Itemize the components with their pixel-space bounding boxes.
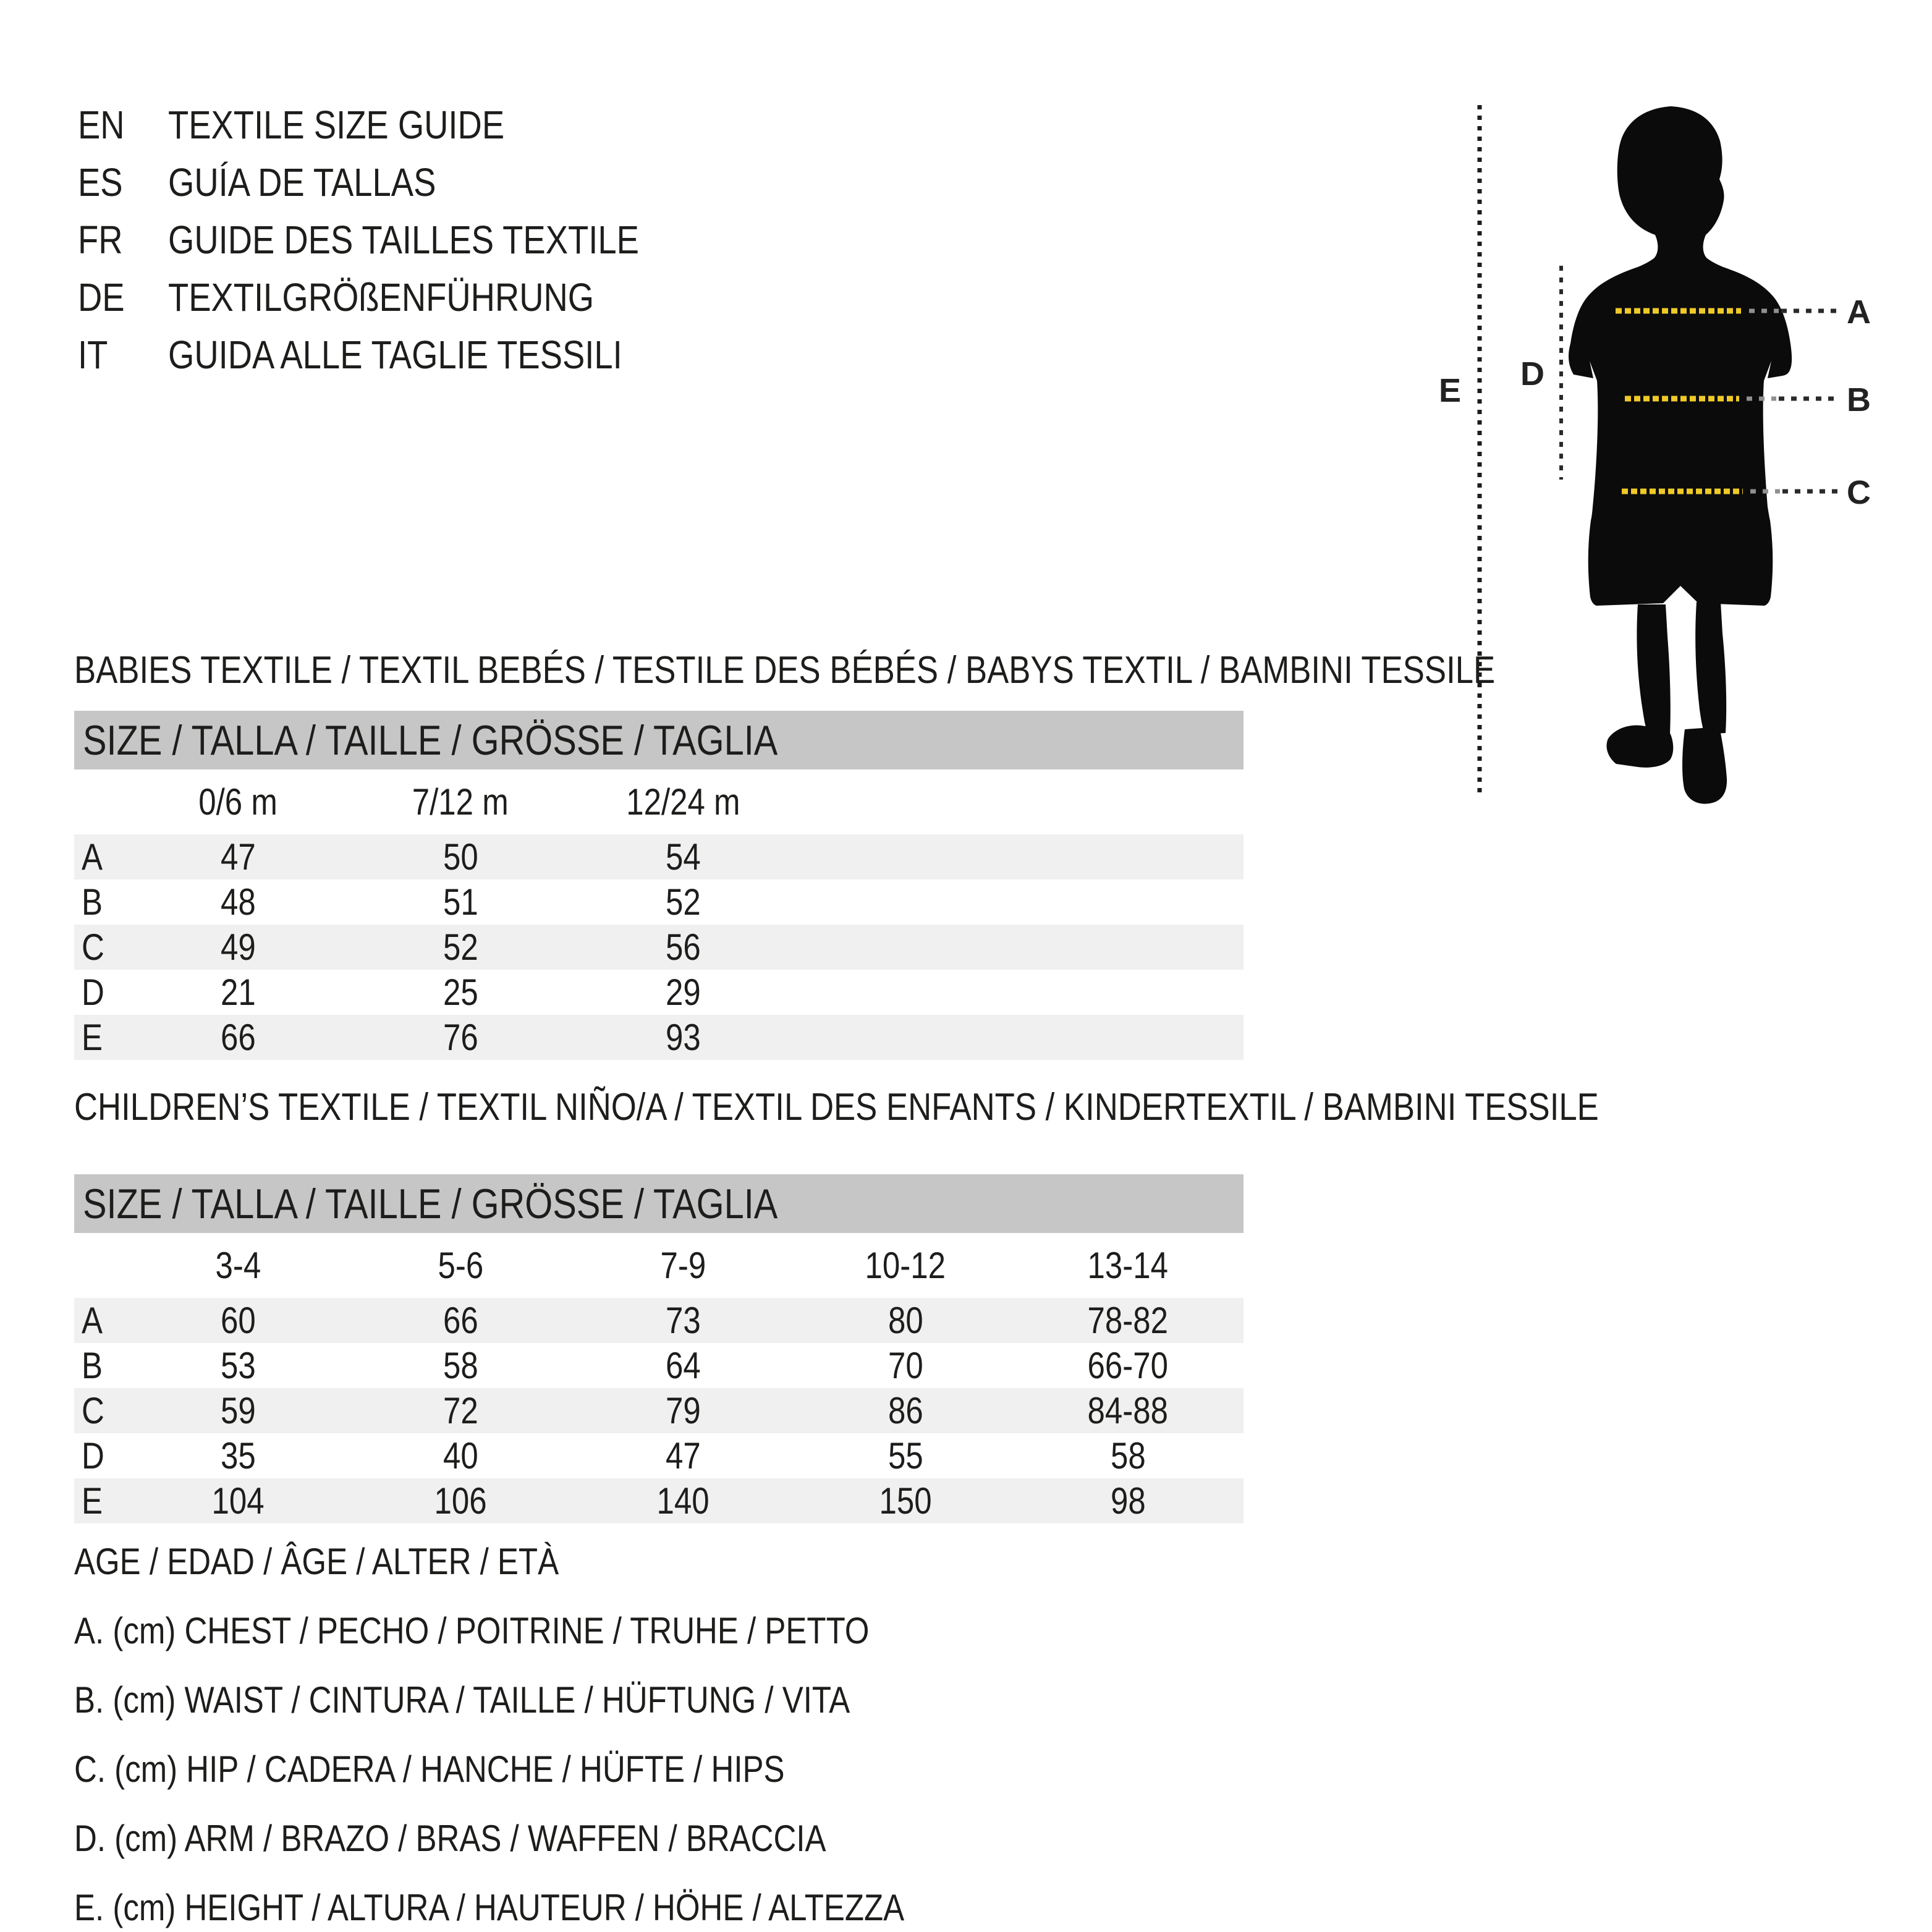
guide-title: GUIDE DES TAILLES TEXTILE — [168, 217, 639, 262]
cell-value: 58 — [1110, 1435, 1146, 1477]
row-label-text: C — [82, 926, 104, 968]
measure-label-b: B — [1847, 381, 1871, 418]
cell-value: 52 — [665, 881, 701, 923]
cell-value: 58 — [443, 1345, 478, 1386]
cell-value: 35 — [220, 1435, 256, 1477]
table-cell — [794, 1299, 1017, 1342]
cell-value: 49 — [220, 926, 256, 968]
row-label — [74, 926, 127, 968]
measure-label-a: A — [1847, 294, 1871, 331]
column-header — [572, 781, 794, 823]
cell-value: 52 — [443, 926, 478, 968]
babies-section-heading — [74, 648, 1746, 692]
column-header — [572, 1244, 794, 1287]
table-cell — [127, 1299, 349, 1342]
cell-value: 53 — [220, 1345, 256, 1386]
cell-value: 29 — [665, 972, 701, 1013]
language-code: EN — [78, 102, 125, 147]
list-item — [78, 153, 722, 211]
language-code: FR — [78, 217, 123, 262]
cell-value: 51 — [443, 881, 478, 923]
table-cell — [1017, 1389, 1239, 1432]
table-cell — [794, 1480, 1017, 1522]
cell-value: 47 — [665, 1435, 701, 1477]
children-size-header-bar — [74, 1174, 1244, 1233]
cell-value: 73 — [665, 1300, 701, 1341]
children-section-heading-text: CHILDREN’S TEXTILE / TEXTIL NIÑO/A / TEXTIL DES ENFANTS / KINDERTEXTIL / BAMBINI TESSILE — [74, 1085, 1599, 1129]
measurement-legend — [74, 1527, 1051, 1932]
column-header-text: 0/6 m — [198, 781, 278, 823]
column-header — [349, 781, 572, 823]
row-label — [74, 1389, 127, 1432]
row-label-text: B — [82, 1345, 103, 1386]
table-cell — [349, 1434, 572, 1477]
table-cell — [572, 971, 794, 1014]
row-label — [74, 1299, 127, 1342]
table-cell — [794, 1344, 1017, 1387]
row-label — [74, 1016, 127, 1059]
cell-value: 79 — [665, 1390, 701, 1431]
legend-text: AGE / EDAD / ÂGE / ALTER / ETÀ — [74, 1540, 559, 1582]
table-row — [74, 925, 1244, 970]
table-cell — [127, 1434, 349, 1477]
table-cell — [127, 1389, 349, 1432]
table-cell — [349, 971, 572, 1014]
child-left-shoe — [1607, 726, 1674, 768]
cell-value: 66 — [443, 1300, 478, 1341]
cell-value: 140 — [656, 1480, 710, 1522]
cell-value: 21 — [220, 972, 256, 1013]
table-row — [74, 1433, 1244, 1478]
guide-title: TEXTILGRÖßENFÜHRUNG — [168, 274, 595, 320]
table-cell — [572, 836, 794, 878]
table-cell — [349, 1016, 572, 1059]
column-header — [127, 781, 349, 823]
table-row — [74, 1343, 1244, 1388]
column-header — [127, 1244, 349, 1287]
legend-text: E. (cm) HEIGHT / ALTURA / HAUTEUR / HÖHE / ALTEZZA — [74, 1886, 905, 1928]
row-label — [74, 971, 127, 1014]
column-header — [1017, 1244, 1239, 1287]
cell-value: 66 — [220, 1017, 256, 1058]
children-size-table — [74, 1174, 1244, 1523]
row-label-text: C — [82, 1390, 104, 1431]
legend-row-hip — [74, 1734, 1051, 1803]
table-cell — [1017, 1434, 1239, 1477]
column-header — [349, 1244, 572, 1287]
language-code: IT — [78, 332, 108, 377]
measure-label-e: E — [1439, 372, 1462, 409]
list-item — [78, 326, 722, 383]
table-cell — [572, 1016, 794, 1059]
column-header-text: 13-14 — [1087, 1245, 1169, 1286]
child-silhouette — [1569, 106, 1792, 804]
row-label-text: E — [82, 1017, 103, 1058]
legend-text: C. (cm) HIP / CADERA / HANCHE / HÜFTE / HIPS — [74, 1748, 785, 1790]
cell-value: 93 — [665, 1017, 701, 1058]
children-section-heading — [74, 1085, 1868, 1129]
table-cell — [127, 881, 349, 923]
babies-size-header-text: SIZE / TALLA / TAILLE / GRÖSSE / TAGLIA — [83, 716, 778, 764]
language-code: ES — [78, 159, 123, 205]
column-header-text: 10-12 — [865, 1245, 946, 1286]
cell-value: 47 — [220, 836, 256, 878]
column-header — [794, 1244, 1017, 1287]
measure-label-d: D — [1520, 355, 1544, 392]
measurement-diagram — [1434, 74, 1928, 816]
row-label-text: D — [82, 1435, 104, 1477]
column-header-text: 7-9 — [660, 1245, 706, 1286]
legend-text: D. (cm) ARM / BRAZO / BRAS / WAFFEN / BRACCIA — [74, 1817, 826, 1859]
row-label — [74, 1344, 127, 1387]
row-label-text: D — [82, 972, 104, 1013]
legend-row-arm — [74, 1803, 1051, 1873]
column-header-text: 3-4 — [215, 1245, 261, 1286]
table-cell — [349, 1389, 572, 1432]
language-code: DE — [78, 274, 125, 320]
table-cell — [349, 926, 572, 968]
table-cell — [127, 971, 349, 1014]
row-label — [74, 1434, 127, 1477]
column-header-text: 5-6 — [438, 1245, 483, 1286]
cell-value: 86 — [888, 1390, 923, 1431]
table-cell — [127, 1016, 349, 1059]
cell-value: 56 — [665, 926, 701, 968]
measure-label-c: C — [1847, 474, 1871, 511]
row-label — [74, 836, 127, 878]
row-label-text: E — [82, 1480, 103, 1522]
cell-value: 98 — [1110, 1480, 1146, 1522]
cell-value: 50 — [443, 836, 478, 878]
column-header-text: 12/24 m — [625, 781, 740, 823]
babies-column-header-row — [74, 769, 1244, 834]
legend-text: A. (cm) CHEST / PECHO / POITRINE / TRUHE / PETTO — [74, 1609, 870, 1651]
list-item — [78, 211, 722, 268]
row-label — [74, 881, 127, 923]
cell-value: 64 — [665, 1345, 701, 1386]
table-row — [74, 1388, 1244, 1433]
table-cell — [127, 926, 349, 968]
list-item — [78, 268, 722, 326]
cell-value: 60 — [220, 1300, 256, 1341]
table-row — [74, 879, 1244, 925]
table-cell — [1017, 1344, 1239, 1387]
legend-row-waist — [74, 1665, 1051, 1734]
child-body-shape — [1569, 106, 1792, 606]
row-label-text: A — [82, 1300, 103, 1341]
table-cell — [349, 836, 572, 878]
children-size-header-text: SIZE / TALLA / TAILLE / GRÖSSE / TAGLIA — [83, 1180, 778, 1227]
table-cell — [127, 1344, 349, 1387]
table-row — [74, 834, 1244, 879]
child-right-shoe — [1682, 727, 1727, 804]
guide-title: TEXTILE SIZE GUIDE — [168, 102, 505, 147]
table-cell — [349, 881, 572, 923]
row-label-text: A — [82, 836, 103, 878]
cell-value: 48 — [220, 881, 256, 923]
cell-value: 70 — [888, 1345, 923, 1386]
table-cell — [794, 1389, 1017, 1432]
cell-value: 78-82 — [1087, 1300, 1169, 1341]
legend-text: B. (cm) WAIST / CINTURA / TAILLE / HÜFTUNG / VITA — [74, 1679, 850, 1721]
legend-row-height — [74, 1873, 1051, 1932]
table-row — [74, 970, 1244, 1015]
table-cell — [349, 1344, 572, 1387]
table-cell — [1017, 1480, 1239, 1522]
table-cell — [572, 1480, 794, 1522]
guide-title: GUÍA DE TALLAS — [168, 159, 436, 205]
cell-value: 55 — [888, 1435, 923, 1477]
table-cell — [127, 1480, 349, 1522]
table-cell — [572, 1299, 794, 1342]
table-cell — [572, 1389, 794, 1432]
table-cell — [572, 926, 794, 968]
table-cell — [572, 881, 794, 923]
table-row — [74, 1015, 1244, 1060]
babies-size-header-bar — [74, 711, 1244, 769]
babies-section-heading-text: BABIES TEXTILE / TEXTIL BEBÉS / TESTILE DES BÉBÉS / BABYS TEXTIL / BAMBINI TESSILE — [74, 648, 1496, 692]
cell-value: 80 — [888, 1300, 923, 1341]
cell-value: 54 — [665, 836, 701, 878]
legend-row-age — [74, 1527, 1051, 1596]
legend-row-chest — [74, 1596, 1051, 1665]
table-cell — [349, 1480, 572, 1522]
column-header-text: 7/12 m — [412, 781, 509, 823]
cell-value: 59 — [220, 1390, 256, 1431]
cell-value: 84-88 — [1087, 1390, 1169, 1431]
table-cell — [794, 1434, 1017, 1477]
cell-value: 76 — [443, 1017, 478, 1058]
cell-value: 106 — [434, 1480, 487, 1522]
children-column-header-row — [74, 1233, 1244, 1298]
cell-value: 72 — [443, 1390, 478, 1431]
babies-size-table — [74, 711, 1244, 1060]
table-cell — [572, 1344, 794, 1387]
table-cell — [1017, 1299, 1239, 1342]
table-row — [74, 1478, 1244, 1523]
table-cell — [349, 1299, 572, 1342]
cell-value: 150 — [879, 1480, 932, 1522]
cell-value: 25 — [443, 972, 478, 1013]
language-title-list — [78, 96, 722, 383]
table-row — [74, 1298, 1244, 1343]
list-item — [78, 96, 722, 153]
cell-value: 104 — [211, 1480, 265, 1522]
row-label — [74, 1480, 127, 1522]
guide-title: GUIDA ALLE TAGLIE TESSILI — [168, 332, 622, 377]
cell-value: 40 — [443, 1435, 478, 1477]
cell-value: 66-70 — [1087, 1345, 1169, 1386]
row-label-text: B — [82, 881, 103, 923]
table-cell — [572, 1434, 794, 1477]
table-cell — [127, 836, 349, 878]
